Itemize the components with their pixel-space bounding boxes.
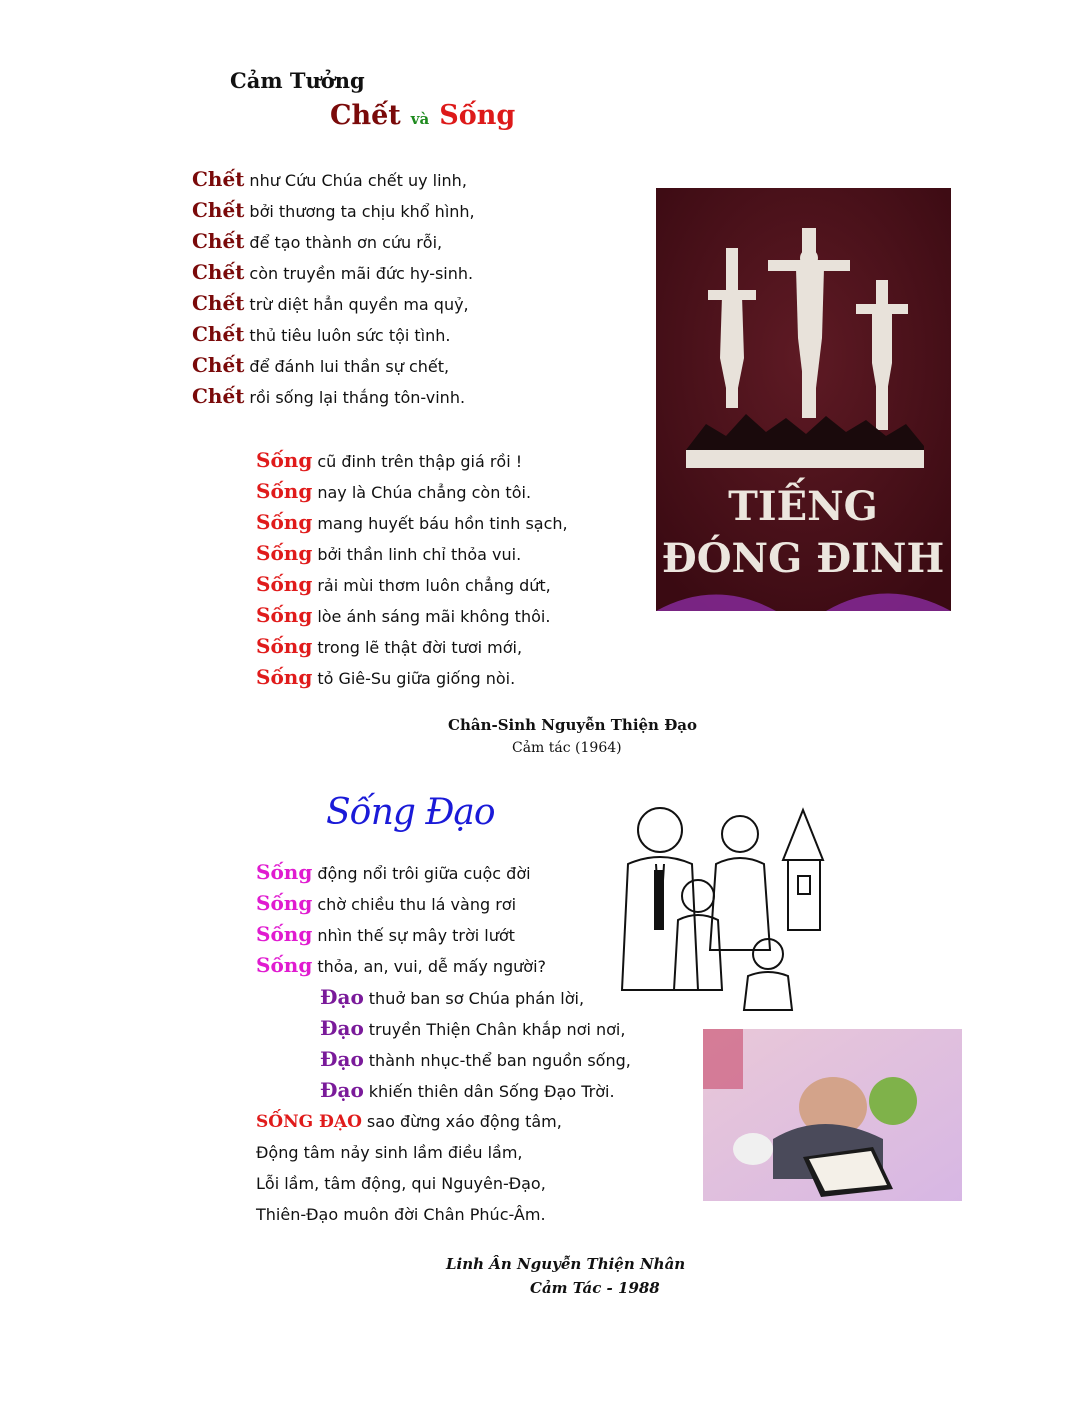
- poem-line: Lỗi lầm, tâm động, qui Nguyên-Đạo,: [256, 1174, 546, 1193]
- poem-line: SỐNG ĐẠO sao đừng xáo động tâm,: [256, 1112, 562, 1132]
- poem1-author: Chân-Sinh Nguyễn Thiện Đạo: [448, 716, 698, 734]
- poem-line: Chết để tạo thành ơn cứu rỗi,: [192, 229, 443, 253]
- poem1-stanza1: [192, 164, 475, 412]
- poem-line: Sống bởi thần linh chỉ thỏa vui.: [256, 541, 522, 565]
- poem2-author: Linh Ân Nguyễn Thiện Nhân: [446, 1255, 686, 1273]
- crucifixion-image: [656, 188, 951, 611]
- poem2-stanza1: [256, 857, 546, 981]
- poem-line: Sống nhìn thế sự mây trời lướt: [256, 922, 515, 946]
- title-word-song: Sống: [439, 100, 516, 131]
- poem-line: Đạo khiến thiên dân Sống Đạo Trời.: [320, 1078, 615, 1102]
- poem-line: Chết để đánh lui thần sự chết,: [192, 353, 450, 377]
- poem2-title: Sống Đạo: [326, 792, 495, 833]
- title-word-chet: Chết: [330, 100, 401, 131]
- poem-line: Đạo truyền Thiện Chân khắp nơi nơi,: [320, 1016, 626, 1040]
- poem-line: Sống lòe ánh sáng mãi không thôi.: [256, 603, 551, 627]
- poem-line: Sống nay là Chúa chẳng còn tôi.: [256, 479, 532, 503]
- poem2-date: Cảm Tác - 1988: [530, 1279, 660, 1297]
- poem-line: Sống động nổi trôi giữa cuộc đời: [256, 860, 531, 884]
- poem-line: Sống trong lẽ thật đời tươi mới,: [256, 634, 523, 658]
- poem-line: Đạo thành nhục-thể ban nguồn sống,: [320, 1047, 631, 1071]
- poem-line: Sống rải mùi thơm luôn chẳng dứt,: [256, 572, 551, 596]
- baby-bible-photo: [703, 1029, 962, 1201]
- poem-line: Chết trừ diệt hẳn quyền ma quỷ,: [192, 291, 469, 315]
- poem2-stanza2: [320, 982, 631, 1106]
- poem-line: Sống cũ đinh trên thập giá rồi !: [256, 448, 523, 472]
- image-text-line1: TIẾNG: [728, 483, 878, 530]
- poem-line: Chết còn truyền mãi đức hy-sinh.: [192, 260, 474, 284]
- poem-line: Sống tỏ Giê-Su giữa giống nòi.: [256, 665, 516, 689]
- poem1-date: Cảm tác (1964): [512, 740, 622, 756]
- poem1-title: [330, 100, 515, 131]
- poem-line: Động tâm nảy sinh lầm điều lầm,: [256, 1143, 523, 1162]
- poem1-header: Cảm Tưởng: [230, 68, 365, 93]
- poem-line: Sống thỏa, an, vui, dễ mấy người?: [256, 953, 547, 977]
- poem-line: Chết rồi sống lại thắng tôn-vinh.: [192, 384, 466, 408]
- poem-line: Chết bởi thương ta chịu khổ hình,: [192, 198, 475, 222]
- poem-line: Sống mang huyết báu hồn tinh sạch,: [256, 510, 568, 534]
- poem-line: Chết như Cứu Chúa chết uy linh,: [192, 167, 467, 191]
- poem-line: Chết thủ tiêu luôn sức tội tình.: [192, 322, 451, 346]
- poem-line: Thiên-Đạo muôn đời Chân Phúc-Âm.: [256, 1205, 546, 1224]
- family-illustration: [598, 790, 838, 1016]
- image-text-line2: ĐÓNG ĐINH: [661, 535, 945, 582]
- title-word-va: và: [410, 110, 430, 128]
- poem1-stanza2: [256, 445, 568, 693]
- poem-line: Sống chờ chiều thu lá vàng rơi: [256, 891, 517, 915]
- poem2-stanza3: [256, 1106, 562, 1230]
- poem-line: Đạo thuở ban sơ Chúa phán lời,: [320, 985, 585, 1009]
